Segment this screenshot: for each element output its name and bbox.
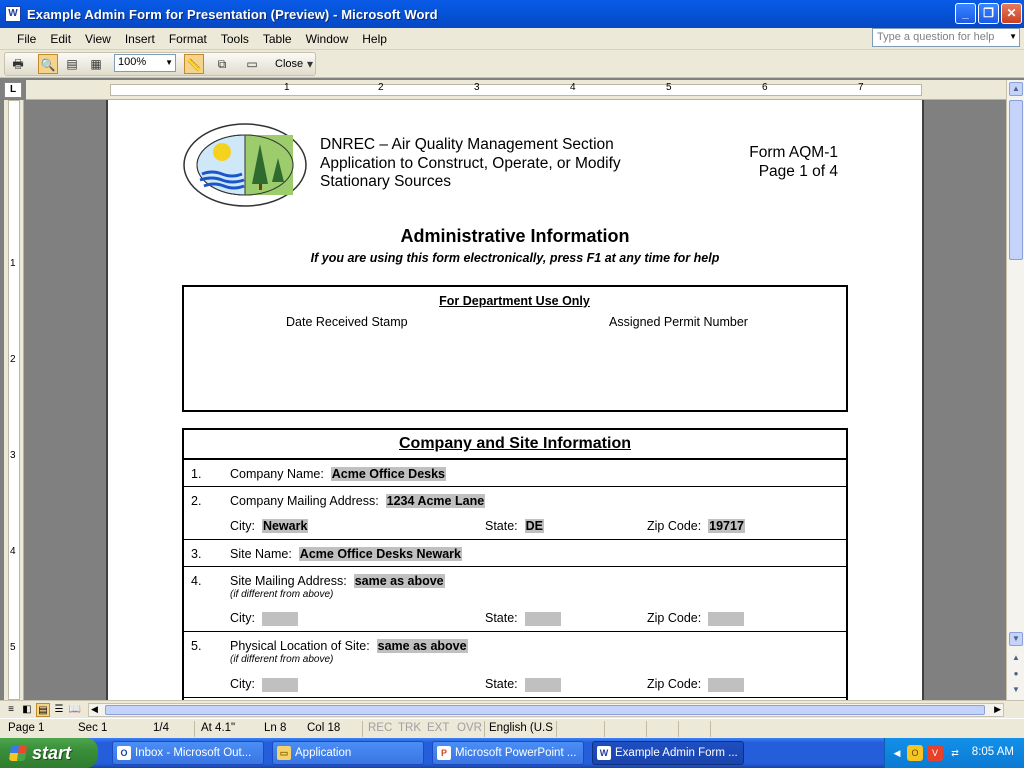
ruler-number: 7 — [858, 82, 864, 93]
dropdown-arrow-icon[interactable]: ▼ — [165, 58, 173, 67]
menu-format[interactable]: Format — [168, 31, 207, 46]
window-title: Example Admin Form for Presentation (Preview) - Microsoft Word — [27, 6, 438, 22]
select-browse-object-icon[interactable]: ● — [1013, 669, 1019, 678]
company-section-title: Company and Site Information — [184, 430, 846, 460]
city-group — [230, 611, 298, 626]
status-rec[interactable]: REC — [368, 722, 393, 734]
city-field[interactable]: Newark — [262, 519, 308, 533]
status-at: At 4.1" — [201, 722, 236, 734]
form-row — [184, 632, 846, 698]
status-divider — [556, 721, 557, 737]
magnifier-icon[interactable]: 🔍 — [38, 54, 58, 74]
menu-view[interactable]: View — [85, 31, 111, 46]
tab-selector[interactable]: L — [4, 82, 22, 98]
multiple-pages-icon[interactable]: ▦ — [90, 57, 102, 71]
permit-number-label: Assigned Permit Number — [609, 315, 748, 329]
toolbar-options-icon[interactable]: ▾ — [306, 57, 314, 71]
close-preview-button[interactable]: Close — [275, 58, 304, 70]
zip-group — [647, 611, 744, 626]
form-row — [184, 567, 846, 632]
status-divider — [362, 721, 363, 737]
ruler-number: 1 — [284, 82, 290, 93]
ruler-number: 1 — [10, 258, 16, 269]
site-name-label: Site Name: — [230, 547, 292, 561]
print-layout-icon[interactable]: ▤ — [36, 703, 50, 717]
normal-view-icon[interactable]: ≡ — [8, 704, 14, 715]
state-field[interactable] — [525, 612, 561, 626]
form-id-block — [749, 144, 838, 181]
zip-field[interactable] — [708, 612, 744, 626]
ruler-number: 2 — [10, 354, 16, 365]
menu-bar — [0, 28, 1024, 50]
web-layout-icon[interactable]: ◧ — [22, 704, 32, 715]
row-number: 3. — [191, 547, 202, 561]
ask-question-placeholder: Type a question for help — [877, 31, 995, 43]
menu-insert[interactable]: Insert — [124, 31, 155, 46]
state-field[interactable]: DE — [525, 519, 543, 533]
ruler-number: 2 — [378, 82, 384, 93]
dept-box-title: For Department Use Only — [439, 294, 590, 308]
agency-line: Application to Construct, Operate, or Modify — [320, 154, 621, 172]
agency-line: Stationary Sources — [320, 173, 451, 190]
status-ext[interactable]: EXT — [427, 722, 450, 734]
site-name-field[interactable]: Acme Office Desks Newark — [299, 547, 461, 561]
task-label: Microsoft PowerPoint ... — [455, 747, 577, 759]
task-application-folder[interactable] — [272, 741, 424, 765]
mailing-address-field[interactable]: 1234 Acme Lane — [386, 494, 485, 508]
admin-title: Administrative Information — [400, 226, 630, 246]
scroll-right-icon[interactable]: ▶ — [994, 704, 1001, 714]
site-mailing-field[interactable]: same as above — [354, 574, 444, 588]
system-tray — [884, 738, 1024, 768]
clock[interactable]: 8:05 AM — [971, 746, 1014, 758]
ask-question-box[interactable] — [872, 28, 1020, 47]
dnrec-seal-logo — [182, 122, 308, 208]
task-label: Example Admin Form ... — [615, 747, 738, 759]
ruler-number: 5 — [10, 642, 16, 653]
row-label — [230, 547, 462, 561]
network-icon[interactable]: ⇄ — [951, 748, 959, 758]
close-icon[interactable]: ✕ — [1001, 3, 1022, 24]
ruler-number: 3 — [10, 450, 16, 461]
horizontal-scroll-thumb[interactable] — [105, 705, 985, 715]
row-label — [230, 467, 446, 481]
scroll-left-icon[interactable]: ◀ — [91, 704, 98, 714]
company-name-field[interactable]: Acme Office Desks — [331, 467, 446, 481]
menu-help[interactable]: Help — [362, 31, 387, 46]
print-icon[interactable]: 🖶 — [12, 57, 24, 71]
task-powerpoint[interactable] — [432, 741, 584, 765]
agency-header — [320, 136, 621, 192]
status-divider — [646, 721, 647, 737]
ruler-bar — [8, 100, 20, 700]
menu-tools[interactable]: Tools — [220, 31, 249, 46]
ruler-bar — [110, 84, 922, 96]
dropdown-arrow-icon[interactable]: ▼ — [1009, 32, 1017, 41]
full-screen-icon[interactable]: ▭ — [246, 57, 258, 71]
status-divider — [604, 721, 605, 737]
state-group — [485, 611, 561, 626]
zip-label: Zip Code: — [647, 611, 702, 625]
department-use-box — [182, 285, 848, 412]
scroll-down-icon[interactable]: ▼ — [1009, 632, 1023, 646]
city-label: City: — [230, 519, 255, 533]
task-label: Application — [295, 747, 352, 759]
word-icon: W — [597, 746, 611, 760]
status-column: Col 18 — [307, 722, 341, 734]
menu-file[interactable]: File — [17, 31, 37, 46]
admin-subtitle: If you are using this form electronically, press F1 at any time for help — [310, 251, 720, 265]
antivirus-icon[interactable]: V — [927, 745, 943, 761]
status-page: Page 1 — [8, 722, 45, 734]
view-ruler-icon[interactable]: 📏 — [184, 54, 204, 74]
row-number: 2. — [191, 494, 202, 508]
state-label: State: — [485, 677, 518, 691]
vertical-scrollbar[interactable] — [1006, 80, 1024, 700]
zip-field[interactable] — [708, 678, 744, 692]
status-pages: 1/4 — [153, 722, 169, 734]
one-page-icon[interactable]: ▤ — [66, 57, 78, 71]
task-label: Inbox - Microsoft Out... — [135, 747, 252, 759]
status-divider — [678, 721, 679, 737]
ruler-number: 4 — [570, 82, 576, 93]
row-label — [230, 639, 468, 653]
powerpoint-icon: P — [437, 746, 451, 760]
folder-icon: ▭ — [277, 746, 291, 760]
ruler-number: 3 — [474, 82, 480, 93]
city-label: City: — [230, 611, 255, 625]
status-bar — [0, 718, 1024, 738]
form-row — [184, 487, 846, 540]
status-trk[interactable]: TRK — [398, 722, 421, 734]
zoom-value: 100% — [118, 56, 147, 68]
row-label — [230, 574, 445, 588]
row-note: (if different from above) — [230, 654, 334, 665]
company-site-section — [182, 428, 848, 700]
city-label: City: — [230, 677, 255, 691]
city-field[interactable] — [262, 612, 298, 626]
page-label: Page 1 of 4 — [758, 162, 838, 180]
task-word-document[interactable] — [592, 741, 744, 765]
ruler-number: 5 — [666, 82, 672, 93]
status-divider — [194, 721, 195, 737]
document-page[interactable] — [106, 100, 924, 700]
status-ovr[interactable]: OVR — [457, 722, 482, 734]
shrink-to-fit-icon[interactable]: ⧉ — [217, 57, 227, 71]
zip-label: Zip Code: — [647, 519, 702, 533]
zip-group — [647, 519, 745, 533]
row-number: 4. — [191, 574, 202, 588]
start-label: start — [32, 743, 72, 763]
menu-window[interactable]: Window — [305, 31, 349, 46]
minimize-icon[interactable]: _ — [955, 3, 976, 24]
document-area[interactable] — [26, 100, 1006, 700]
ruler-number: 4 — [10, 546, 16, 557]
form-row — [184, 540, 846, 567]
horizontal-scrollbar[interactable] — [88, 703, 1004, 717]
agency-line: DNREC – Air Quality Management Section — [320, 136, 614, 153]
scroll-up-icon[interactable]: ▲ — [1009, 82, 1023, 96]
site-mailing-label: Site Mailing Address: — [230, 574, 347, 588]
state-field[interactable] — [525, 678, 561, 692]
vertical-ruler[interactable] — [4, 100, 24, 700]
state-label: State: — [485, 611, 518, 625]
outline-view-icon[interactable]: ☰ — [54, 704, 64, 715]
title-bar — [0, 0, 1024, 28]
zip-field[interactable]: 19717 — [709, 519, 744, 533]
start-button[interactable] — [0, 738, 98, 768]
company-name-label: Company Name: — [230, 467, 324, 481]
horizontal-ruler[interactable] — [26, 80, 1006, 100]
row-note: (if different from above) — [230, 589, 334, 600]
word-app-icon[interactable]: W — [5, 6, 21, 22]
physical-location-field[interactable]: same as above — [377, 639, 467, 653]
menu-edit[interactable]: Edit — [50, 31, 72, 46]
zip-group — [647, 677, 744, 692]
zoom-select[interactable] — [114, 54, 176, 72]
state-group — [485, 519, 544, 533]
city-field[interactable] — [262, 678, 298, 692]
form-row — [184, 460, 846, 487]
date-received-label: Date Received Stamp — [286, 315, 408, 329]
state-label: State: — [485, 519, 518, 533]
outlook-tray-icon[interactable]: O — [907, 745, 923, 761]
outlook-icon: O — [117, 746, 131, 760]
tray-collapse-icon[interactable]: ◀ — [893, 748, 901, 758]
status-language: English (U.S — [489, 722, 553, 734]
zip-label: Zip Code: — [647, 677, 702, 691]
task-outlook[interactable] — [112, 741, 264, 765]
vertical-scroll-thumb[interactable] — [1009, 100, 1023, 260]
city-group — [230, 519, 308, 533]
previous-page-icon[interactable]: ▲ — [1012, 653, 1020, 662]
horizontal-scroll-area — [0, 700, 1024, 718]
menu-table[interactable]: Table — [262, 31, 292, 46]
row-number: 5. — [191, 639, 202, 653]
ruler-number: 6 — [762, 82, 768, 93]
status-line: Ln 8 — [264, 722, 287, 734]
windows-flag-icon — [9, 745, 27, 761]
mailing-address-label: Company Mailing Address: — [230, 494, 379, 508]
row-label — [230, 494, 485, 508]
status-section: Sec 1 — [78, 722, 108, 734]
next-page-icon[interactable]: ▼ — [1012, 685, 1020, 694]
reading-layout-icon[interactable]: 📖 — [68, 704, 82, 715]
city-group — [230, 677, 298, 692]
state-group — [485, 677, 561, 692]
status-divider — [484, 721, 485, 737]
form-id: Form AQM-1 — [749, 144, 838, 161]
status-divider — [710, 721, 711, 737]
windows-taskbar — [0, 738, 1024, 768]
row-number: 1. — [191, 467, 202, 481]
restore-icon[interactable]: ❐ — [978, 3, 999, 24]
physical-location-label: Physical Location of Site: — [230, 639, 370, 653]
